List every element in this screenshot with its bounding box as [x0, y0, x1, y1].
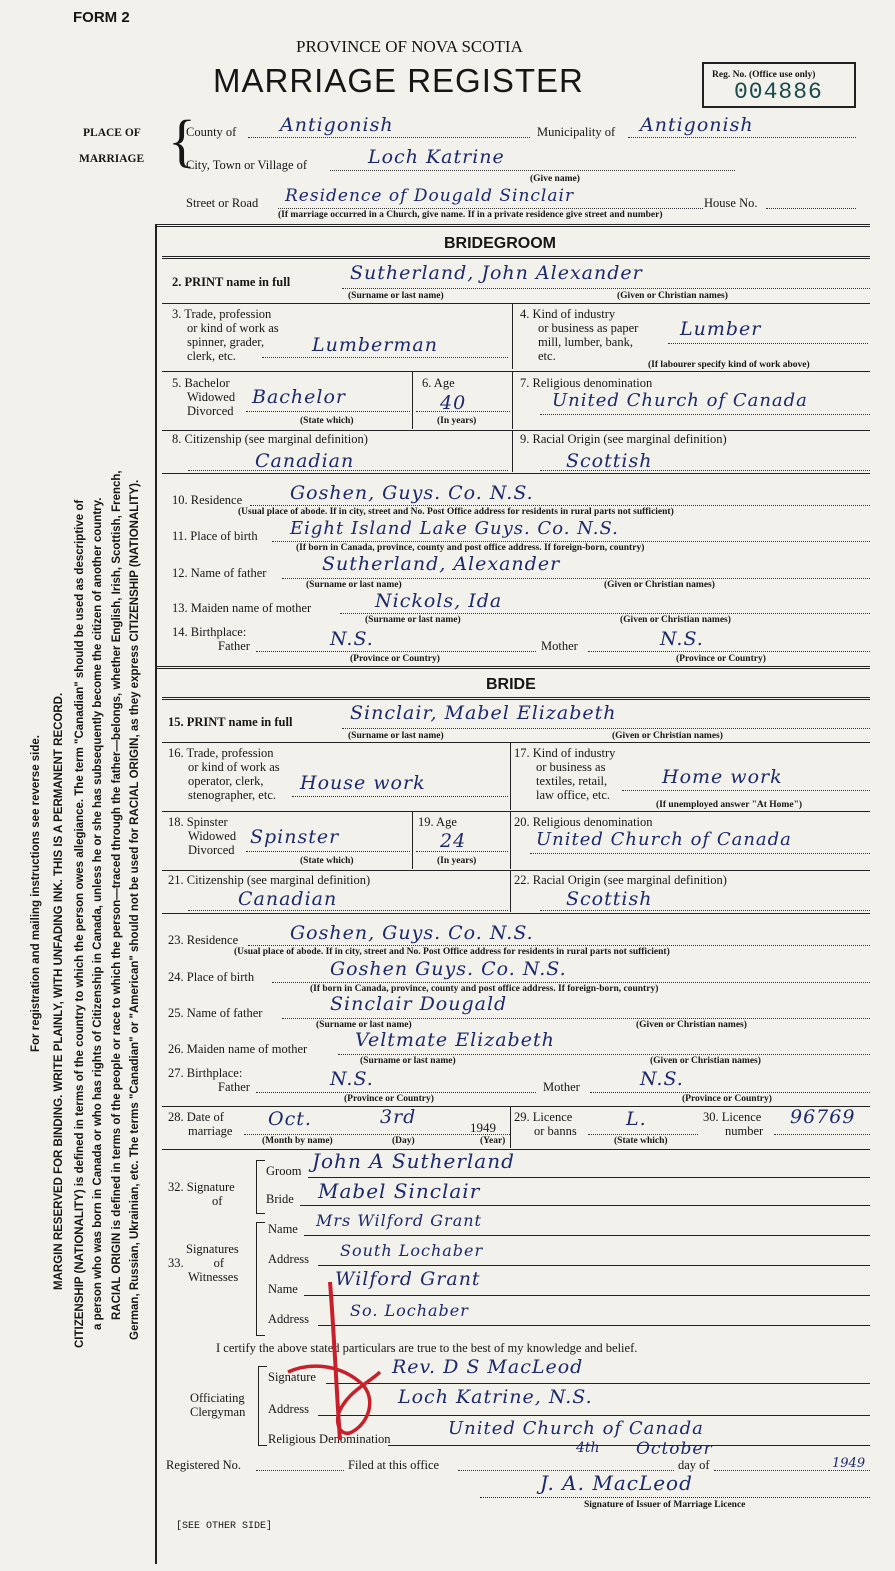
clergy-address: Loch Katrine, N.S. — [398, 1386, 593, 1408]
groom-residence-label: 10. Residence — [172, 493, 243, 507]
witnesses-bracket — [256, 1222, 265, 1336]
bride-signature: Mabel Sinclair — [318, 1179, 481, 1203]
bride-racial-value: Scottish — [566, 888, 653, 910]
groom-signature-label: Groom — [266, 1164, 302, 1178]
bride-status-label-1: 18. Spinster — [168, 815, 228, 829]
reg-number-value: 004886 — [734, 79, 823, 105]
marriage-date-label-2: marriage — [188, 1124, 233, 1138]
groom-industry-label-4: etc. — [538, 349, 556, 363]
groom-age-label: 6. Age — [422, 376, 455, 390]
groom-state-note: (State which) — [300, 416, 354, 426]
bridegroom-heading: BRIDEGROOM — [444, 235, 556, 252]
bride-mother-province-note: (Province or Country) — [682, 1094, 772, 1104]
marriage-month-value: Oct. — [268, 1108, 312, 1130]
witness2-name: Wilford Grant — [335, 1268, 481, 1290]
bride-surname-note: (Surname or last name) — [348, 731, 444, 741]
bride-mother-value: Veltmate Elizabeth — [355, 1029, 555, 1051]
groom-trade-label-4: clerk, etc. — [187, 349, 236, 363]
witness1-address: South Lochaber — [340, 1241, 484, 1260]
witnesses-label — [168, 1242, 239, 1284]
page-title: MARRIAGE REGISTER — [213, 62, 584, 99]
bride-industry-label-4: law office, etc. — [536, 788, 611, 802]
groom-status-label-2: Widowed — [187, 390, 236, 404]
month-note: (Month by name) — [262, 1136, 333, 1146]
bride-state-note: (State which) — [300, 856, 354, 866]
bride-citizenship-label: 21. Citizenship (see marginal definition) — [168, 873, 371, 887]
groom-industry-label-2: or business as paper — [538, 321, 639, 335]
groom-surname-note: (Surname or last name) — [348, 291, 444, 301]
groom-status-value: Bachelor — [252, 386, 347, 408]
witnesses-label-1: Signatures — [186, 1242, 239, 1256]
see-other-side: [SEE OTHER SIDE] — [176, 1521, 273, 1532]
groom-birthplace-father-label: Father — [218, 639, 250, 653]
city-label: City, Town or Village of — [186, 158, 308, 172]
bride-heading: BRIDE — [486, 676, 536, 693]
bride-name-label — [168, 715, 292, 729]
bride-industry-label-2: or business as — [536, 760, 606, 774]
bride-mother-birthplace: N.S. — [640, 1068, 684, 1090]
groom-religion-label: 7. Religious denomination — [520, 376, 653, 390]
groom-name-label — [172, 275, 290, 289]
groom-years-note: (In years) — [437, 416, 477, 426]
groom-father-province-note: (Province or Country) — [350, 654, 440, 664]
witness1-name-label: Name — [268, 1222, 298, 1236]
groom-mother-birthplace: N.S. — [660, 628, 704, 650]
marriage-date-label-1: 28. Date of — [168, 1110, 224, 1124]
groom-residence-value: Goshen, Guys. Co. N.S. — [290, 482, 534, 504]
groom-name-label-text: 2. PRINT name in full — [172, 275, 291, 289]
groom-trade-value: Lumberman — [312, 334, 438, 356]
witness1-name: Mrs Wilford Grant — [316, 1211, 482, 1230]
marriage-date-label — [168, 1110, 232, 1138]
clergy-bracket — [258, 1366, 267, 1446]
bride-trade-label-1: 16. Trade, profession — [168, 746, 274, 760]
groom-birthplace14-label: 14. Birthplace: — [172, 625, 247, 639]
signature-of-label-1: 32. Signature — [168, 1180, 235, 1194]
bride-birthplace-mother-label: Mother — [543, 1080, 580, 1094]
groom-trade-label-2: or kind of work as — [187, 321, 279, 335]
bride-racial-label: 22. Racial Origin (see marginal definition) — [514, 873, 727, 887]
clergy-denomination-label: Religious Denomination — [268, 1432, 391, 1446]
groom-birthplace-label: 11. Place of birth — [172, 529, 258, 543]
witness2-address: So. Lochaber — [350, 1301, 469, 1320]
bride-religion-value: United Church of Canada — [536, 829, 792, 850]
bride-years-note: (In years) — [437, 856, 477, 866]
groom-signature: John A Sutherland — [312, 1149, 515, 1173]
licence-banns-label-2: or banns — [534, 1124, 577, 1138]
groom-birthplace-note: (If born in Canada, province, county and post office address. If foreign-born, country) — [296, 543, 645, 553]
bride-birthplace-label: 24. Place of birth — [168, 970, 255, 984]
groom-status-label — [172, 376, 235, 418]
issuer-label: Signature of Issuer of Marriage Licence — [584, 1500, 746, 1510]
reg-number-label: Reg. No. (Office use only) — [712, 70, 816, 80]
groom-birthplace-value: Eight Island Lake Guys. Co. N.S. — [290, 518, 619, 539]
groom-father-value: Sutherland, Alexander — [322, 553, 561, 575]
form-label: FORM 2 — [73, 9, 130, 26]
groom-age-value: 40 — [440, 392, 467, 414]
groom-mother-given-note: (Given or Christian names) — [620, 615, 731, 625]
year-note: (Year) — [480, 1136, 506, 1146]
filed-day-value — [576, 1440, 600, 1456]
groom-birthplace-mother-label: Mother — [541, 639, 578, 653]
racial-definition-2: German, Russian, Ukrainian, etc. The terms "Canadian" or "American" should not be used for RACIAL ORIGIN, as they express CITIZENSHIP (NATIONALITY). — [129, 479, 141, 1340]
bride-father-given-note: (Given or Christian names) — [636, 1020, 747, 1030]
filed-month-value: October — [636, 1439, 713, 1459]
groom-trade-label-1: 3. Trade, profession — [172, 307, 272, 321]
bride-industry-label-1: 17. Kind of industry — [514, 746, 616, 760]
street-note: (If marriage occurred in a Church, give name. If in a private residence give street and number) — [278, 210, 663, 220]
filed-year-text: 1949 — [832, 1456, 866, 1471]
city-value: Loch Katrine — [368, 146, 505, 168]
bride-trade-label-2: or kind of work as — [188, 760, 280, 774]
groom-trade-label-3: spinner, grader, — [187, 335, 265, 349]
groom-industry-note: (If labourer specify kind of work above) — [648, 360, 810, 370]
bride-citizenship-value: Canadian — [238, 888, 338, 910]
bride-trade-label-3: operator, clerk, — [188, 774, 264, 788]
bride-birthplace27-label: 27. Birthplace: — [168, 1066, 243, 1080]
bride-age-value: 24 — [440, 830, 467, 852]
groom-mother-province-note: (Province or Country) — [676, 654, 766, 664]
clergy-label — [190, 1391, 245, 1419]
county-label: County of — [186, 125, 237, 139]
bride-father-province-note: (Province or Country) — [344, 1094, 434, 1104]
licence-banns-value: L. — [626, 1108, 647, 1130]
bride-status-value: Spinster — [250, 826, 340, 848]
bride-status-label-2: Widowed — [188, 829, 237, 843]
witness1-address-label: Address — [268, 1252, 309, 1266]
citizenship-definition-1: CITIZENSHIP (NATIONALITY) is defined in terms of the country to which the person owes allegiance. The term "Canadian" should be used as descriptive of — [74, 499, 86, 1348]
bride-residence-label: 23. Residence — [168, 933, 239, 947]
groom-industry-label — [520, 307, 638, 363]
bride-status-label-3: Divorced — [188, 843, 235, 857]
groom-racial-value: Scottish — [566, 450, 653, 472]
bride-mother-given-note: (Given or Christian names) — [650, 1056, 761, 1066]
bride-mother-surname-note: (Surname or last name) — [360, 1056, 456, 1066]
groom-industry-label-3: mill, lumber, bank, — [538, 335, 633, 349]
groom-given-note: (Given or Christian names) — [617, 291, 728, 301]
municipality-value: Antigonish — [640, 114, 754, 136]
certify-statement: I certify the above stated particulars are true to the best of my knowledge and belief. — [216, 1341, 638, 1355]
groom-father-surname-note: (Surname or last name) — [306, 580, 402, 590]
bride-name-value: Sinclair, Mabel Elizabeth — [350, 702, 617, 724]
groom-religion-value: United Church of Canada — [552, 390, 808, 411]
clergy-label-1: Officiating — [190, 1391, 245, 1405]
groom-father-birthplace: N.S. — [330, 628, 374, 650]
groom-citizenship-value: Canadian — [255, 450, 355, 472]
witnesses-label-3: Witnesses — [188, 1270, 239, 1284]
groom-status-label-3: Divorced — [187, 404, 234, 418]
bride-industry-label-3: textiles, retail, — [536, 774, 608, 788]
clergy-address-label: Address — [268, 1402, 309, 1416]
licence-number-value: 96769 — [790, 1106, 856, 1128]
bride-industry-note: (If unemployed answer "At Home") — [656, 800, 803, 810]
filed-at-office-label: Filed at this office — [348, 1458, 440, 1472]
give-name-note: (Give name) — [530, 174, 580, 184]
filed-year-value — [832, 1456, 865, 1471]
bride-trade-label — [168, 746, 280, 802]
groom-residence-note: (Usual place of abode. If in city, street and No. Post Office address for residents in rural parts not sufficient) — [238, 507, 674, 517]
groom-industry-value: Lumber — [680, 318, 762, 340]
day-of-label: day of — [678, 1458, 710, 1472]
marriage-label: MARRIAGE — [79, 153, 145, 165]
clergy-signature: Rev. D S MacLeod — [392, 1356, 584, 1378]
bride-given-note: (Given or Christian names) — [612, 731, 723, 741]
witness2-address-label: Address — [268, 1312, 309, 1326]
bride-mother-label: 26. Maiden name of mother — [168, 1042, 308, 1056]
licence-number-label-1: 30. Licence — [703, 1110, 762, 1124]
issuer-signature: J. A. MacLeod — [540, 1471, 693, 1495]
bride-residence-value: Goshen, Guys. Co. N.S. — [290, 922, 534, 944]
bride-industry-label — [514, 746, 615, 802]
bride-birthplace-father-label: Father — [218, 1080, 250, 1094]
racial-definition-1: RACIAL ORIGIN is defined in terms of the people or race to which the person—traced through the father—belongs, whether English, Irish, Scottish, French, — [111, 470, 123, 1320]
licence-state-note: (State which) — [614, 1136, 668, 1146]
groom-father-label: 12. Name of father — [172, 566, 267, 580]
margin-instruction-1: For registration and mailing instructions see reverse side. — [30, 735, 42, 1052]
citizenship-definition-2: a person who was born in Canada or who has rights of Citizenship in Canada, unless he or she has subsequently become the citizen of another country. — [92, 497, 104, 1330]
filed-day-text: 4th — [576, 1440, 600, 1456]
place-of-label: PLACE OF — [83, 127, 141, 139]
groom-mother-value: Nickols, Ida — [375, 590, 503, 612]
groom-industry-label-1: 4. Kind of industry — [520, 307, 616, 321]
bride-father-surname-note: (Surname or last name) — [316, 1020, 412, 1030]
clergy-label-2: Clergyman — [190, 1405, 246, 1419]
street-label: Street or Road — [186, 196, 259, 210]
witnesses-label-2: of — [213, 1256, 225, 1270]
groom-name-value: Sutherland, John Alexander — [350, 262, 643, 284]
marriage-year-value — [470, 1120, 496, 1136]
bride-father-value: Sinclair Dougald — [330, 993, 508, 1015]
groom-trade-label — [172, 307, 279, 363]
bride-industry-value: Home work — [662, 766, 783, 788]
witness2-name-label: Name — [268, 1282, 298, 1296]
clergy-signature-label: Signature — [268, 1370, 316, 1384]
province-heading: PROVINCE OF NOVA SCOTIA — [296, 37, 523, 56]
bride-signature-label: Bride — [266, 1192, 294, 1206]
margin-instruction-2: MARGIN RESERVED FOR BINDING. WRITE PLAINLY, WITH UNFADING INK. THIS IS A PERMANENT RECORD. — [53, 692, 65, 1290]
groom-father-given-note: (Given or Christian names) — [604, 580, 715, 590]
reg-number-box — [702, 62, 856, 108]
groom-racial-label: 9. Racial Origin (see marginal definition) — [520, 432, 727, 446]
licence-banns-label — [514, 1110, 577, 1138]
bride-father-label: 25. Name of father — [168, 1006, 263, 1020]
groom-mother-label: 13. Maiden name of mother — [172, 601, 312, 615]
bride-birthplace-note: (If born in Canada, province, county and post office address. If foreign-born, country) — [310, 984, 659, 994]
bride-trade-label-4: stenographer, etc. — [188, 788, 277, 802]
county-value: Antigonish — [280, 114, 394, 136]
house-label: House No. — [704, 196, 758, 210]
day-note: (Day) — [392, 1136, 415, 1146]
groom-status-label-1: 5. Bachelor — [172, 376, 230, 390]
bride-father-birthplace: N.S. — [330, 1068, 374, 1090]
marriage-year-text: 1949 — [470, 1120, 496, 1135]
bride-age-label: 19. Age — [418, 815, 457, 829]
groom-mother-surname-note: (Surname or last name) — [365, 615, 461, 625]
signature-of-label-2: of — [212, 1194, 223, 1208]
bride-status-label — [168, 815, 236, 857]
registered-no-label: Registered No. — [166, 1458, 241, 1472]
licence-banns-label-1: 29. Licence — [514, 1110, 573, 1124]
signature-of-label — [168, 1180, 235, 1208]
groom-citizenship-label: 8. Citizenship (see marginal definition) — [172, 432, 368, 446]
red-check-mark — [280, 1272, 390, 1452]
municipality-label: Municipality of — [537, 125, 616, 139]
signature-bracket — [256, 1160, 265, 1214]
licence-number-label-2: number — [725, 1124, 764, 1138]
bride-religion-label: 20. Religious denomination — [514, 815, 653, 829]
bride-birthplace-value: Goshen Guys. Co. N.S. — [330, 958, 567, 980]
bride-name-label-text: 15. PRINT name in full — [168, 715, 293, 729]
witnesses-label-number: 33. — [168, 1256, 184, 1270]
place-brace: { — [168, 108, 196, 173]
bride-trade-value: House work — [300, 772, 426, 794]
licence-number-label — [703, 1110, 763, 1138]
bride-residence-note: (Usual place of abode. If in city, street and No. Post Office address for residents in rural parts not sufficient) — [234, 947, 670, 957]
marriage-day-value: 3rd — [380, 1106, 417, 1128]
clergy-denomination: United Church of Canada — [448, 1418, 704, 1439]
street-value: Residence of Dougald Sinclair — [285, 186, 575, 206]
witnesses-label-row2 — [168, 1256, 239, 1270]
